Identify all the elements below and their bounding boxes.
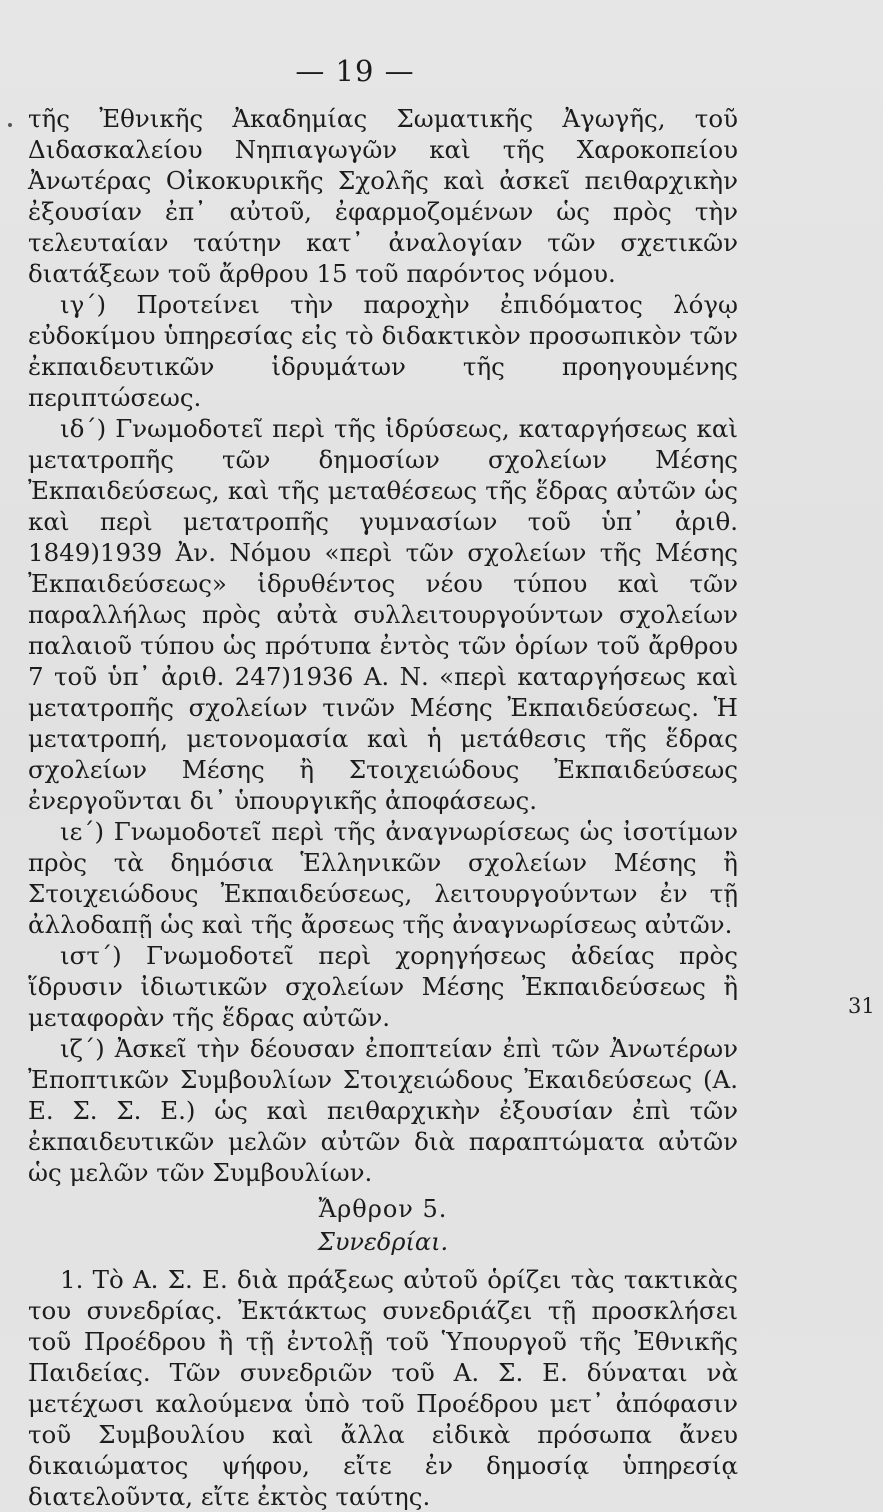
article-heading: Ἄρθρον 5.	[318, 1195, 448, 1223]
article-paragraph-1: 1. Τὸ Α. Σ. Ε. διὰ πράξεως αὐτοῦ ὁρίζει τὰς τακτικὰς του συνεδρίας. Ἐκτάκτως συνεδριάζει τῇ προσκλήσει τοῦ Προέδρου ἢ τῇ ἐντολῇ τοῦ Ὑπουργοῦ τῆς Ἐθνικῆς Παιδείας. Τῶν συνεδριῶν τοῦ Α. Σ. Ε. δύναται νὰ μετέχωσι καλούμενα ὑπὸ τοῦ Προέδρου μετ᾽ ἀπόφασιν τοῦ Συμβουλίου καὶ ἄλλα εἰδικὰ πρόσωπα ἄνευ δικαιώματος ψήφου, εἴτε ἐν δημοσίᾳ ὑπηρεσίᾳ διατελοῦντα, εἴτε ἐκτὸς ταύτης.	[28, 1265, 738, 1511]
paragraph-continuation: τῆς Ἐθνικῆς Ἀκαδημίας Σωματικῆς Ἀγωγῆς, τοῦ Διδασκαλείου Νηπιαγωγῶν καὶ τῆς Χαροκοπείου Ἀνωτέρας Οἰκοκυρικῆς Σχολῆς καὶ ἀσκεῖ πειθαρχικὴν ἐξουσίαν ἐπ᾽ αὐτοῦ, ἐφαρμοζομένων ὡς πρὸς τὴν τελευταίαν ταύτην κατ᾽ ἀναλογίαν τῶν σχετικῶν διατάξεων τοῦ ἄρθρου 15 τοῦ παρόντος νόμου.	[28, 104, 738, 288]
paragraph-item-13: ιγ´) Προτείνει τὴν παροχὴν ἐπιδόματος λόγῳ εὐδοκίμου ὑπηρεσίας εἰς τὸ διδακτικὸν προσωπικὸν τῶν ἐκπαιδευτικῶν ἱδρυμάτων τῆς προηγουμένης περιπτώσεως.	[28, 290, 738, 412]
paragraph-item-15: ιε´) Γνωμοδοτεῖ περὶ τῆς ἀναγνωρίσεως ὡς ἰσοτίμων πρὸς τὰ δημόσια Ἑλληνικῶν σχολείων Μέσης ἢ Στοιχειώδους Ἐκπαιδεύσεως, λειτουργούντων ἐν τῇ ἀλλοδαπῇ ὡς καὶ τῆς ἄρσεως τῆς ἀναγνωρίσεως αὐτῶν.	[28, 817, 738, 939]
article-title: Συνεδρίαι.	[317, 1228, 449, 1256]
paragraph-item-17: ιζ´) Ἀσκεῖ τὴν δέουσαν ἐποπτείαν ἐπὶ τῶν Ἀνωτέρων Ἐποπτικῶν Συμβουλίων Στοιχειώδους Ἐκαιδεύσεως (Α. Ε. Σ. Σ. Ε.) ὡς καὶ πειθαρχικὴν ἐξουσίαν ἐπὶ τῶν ἐκπαιδευτικῶν μελῶν αὐτῶν διὰ παραπτώματα αὐτῶν ὡς μελῶν τῶν Συμβουλίων.	[28, 1034, 738, 1187]
paragraph-item-14: ιδ´) Γνωμοδοτεῖ περὶ τῆς ἱδρύσεως, καταργήσεως καὶ μετατροπῆς τῶν δημοσίων σχολείων Μέσης Ἐκπαιδεύσεως, καὶ τῆς μεταθέσεως τῆς ἕδρας αὐτῶν ὡς καὶ περὶ μετατροπῆς γυμνασίων τοῦ ὑπ᾽ ἀριθ. 1849)1939 Ἀν. Νόμου «περὶ τῶν σχολείων τῆς Μέσης Ἐκπαιδεύσεως» ἱδρυθέντος νέου τύπου καὶ τῶν παραλλήλως πρὸς αὐτὰ συλλειτουργούντων σχολείων παλαιοῦ τύπου ὡς πρότυπα ἐντὸς τῶν ὁρίων τοῦ ἄρθρου 7 τοῦ ὑπ᾽ ἀριθ. 247)1936 Α. Ν. «περὶ καταργήσεως καὶ μετατροπῆς σχολείων τινῶν Μέσης Ἐκπαιδεύσεως. Ἡ μετατροπή, μετονομασία καὶ ἡ μετάθεσις τῆς ἕδρας σχολείων Μέσης ἢ Στοιχειώδους Ἐκπαιδεύσεως ἐνεργοῦνται δι᾽ ὑπουργικῆς ἀποφάσεως.	[28, 414, 738, 815]
margin-note-number: 31	[848, 994, 875, 1018]
margin-mark	[8, 123, 12, 127]
page-number: — 19 —	[295, 54, 415, 88]
body-text	[28, 103, 738, 1512]
paragraph-item-16: ιστ´) Γνωμοδοτεῖ περὶ χορηγήσεως ἀδείας πρὸς ἵδρυσιν ἰδιωτικῶν σχολείων Μέσης Ἐκπαιδεύσεως ἢ μεταφορὰν τῆς ἕδρας αὐτῶν.	[28, 941, 738, 1032]
